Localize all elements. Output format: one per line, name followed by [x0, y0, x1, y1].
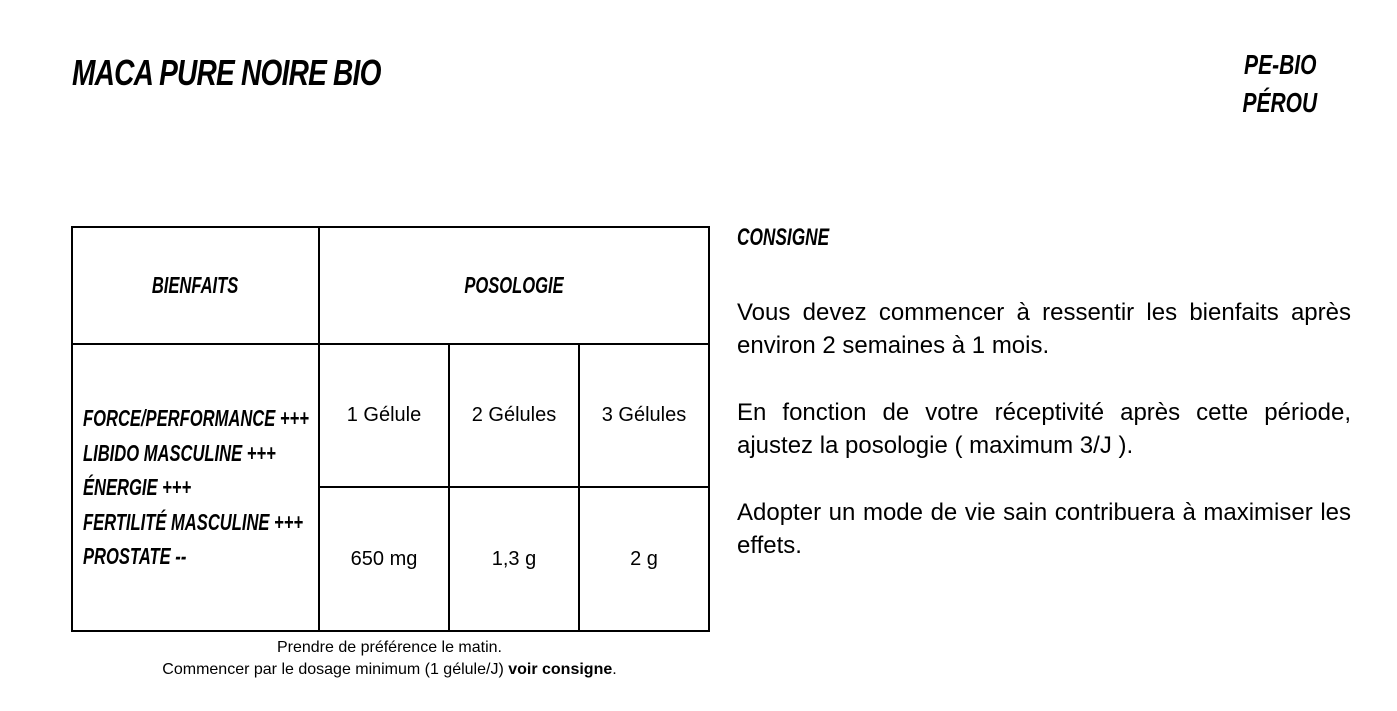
note-line-2-suffix: . [612, 661, 617, 678]
benefit-item: FORCE/PERFORMANCE +++ [83, 405, 309, 432]
product-origin: PÉROU [1242, 87, 1318, 118]
dose-3: 3 Gélules [579, 344, 709, 487]
usage-note [71, 637, 708, 681]
consigne-heading: CONSIGNE [737, 224, 830, 251]
amount-3: 2 g [579, 487, 709, 631]
benefit-item: LIBIDO MASCULINE +++ [83, 439, 276, 466]
header-benefits-label: BIENFAITS [152, 272, 239, 298]
amount-1: 650 mg [319, 487, 449, 631]
origin-info [1200, 46, 1360, 122]
amount-2: 1,3 g [449, 487, 579, 631]
benefit-item: ÉNERGIE +++ [83, 474, 192, 501]
note-line-2 [71, 659, 708, 681]
consigne-paragraph-2: En fonction de votre réceptivité après cette période, ajustez la posologie ( maximum 3/J ). [737, 399, 1351, 459]
header-posology [319, 227, 709, 344]
header-benefits [72, 227, 319, 344]
dose-1: 1 Gélule [319, 344, 449, 487]
product-title: MACA PURE NOIRE BIO [72, 52, 381, 93]
note-line-2-prefix: Commencer par le dosage minimum (1 gélule/J) [162, 661, 509, 678]
benefits-list [72, 344, 319, 631]
benefit-item: FERTILITÉ MASCULINE +++ [83, 508, 304, 535]
header-posology-label: POSOLOGIE [464, 272, 564, 298]
consigne-paragraph-3: Adopter un mode de vie sain contribuera à maximiser les effets. [737, 499, 1351, 559]
consigne-paragraph-1: Vous devez commencer à ressentir les bienfaits après environ 2 semaines à 1 mois. [737, 299, 1351, 359]
note-line-1: Prendre de préférence le matin. [276, 639, 502, 656]
benefit-item: PROSTATE -- [83, 543, 187, 570]
note-line-2-bold: voir consigne [508, 661, 613, 678]
dose-2: 2 Gélules [449, 344, 579, 487]
product-code: PE-BIO [1243, 49, 1317, 80]
benefits-posology-table [71, 226, 710, 632]
